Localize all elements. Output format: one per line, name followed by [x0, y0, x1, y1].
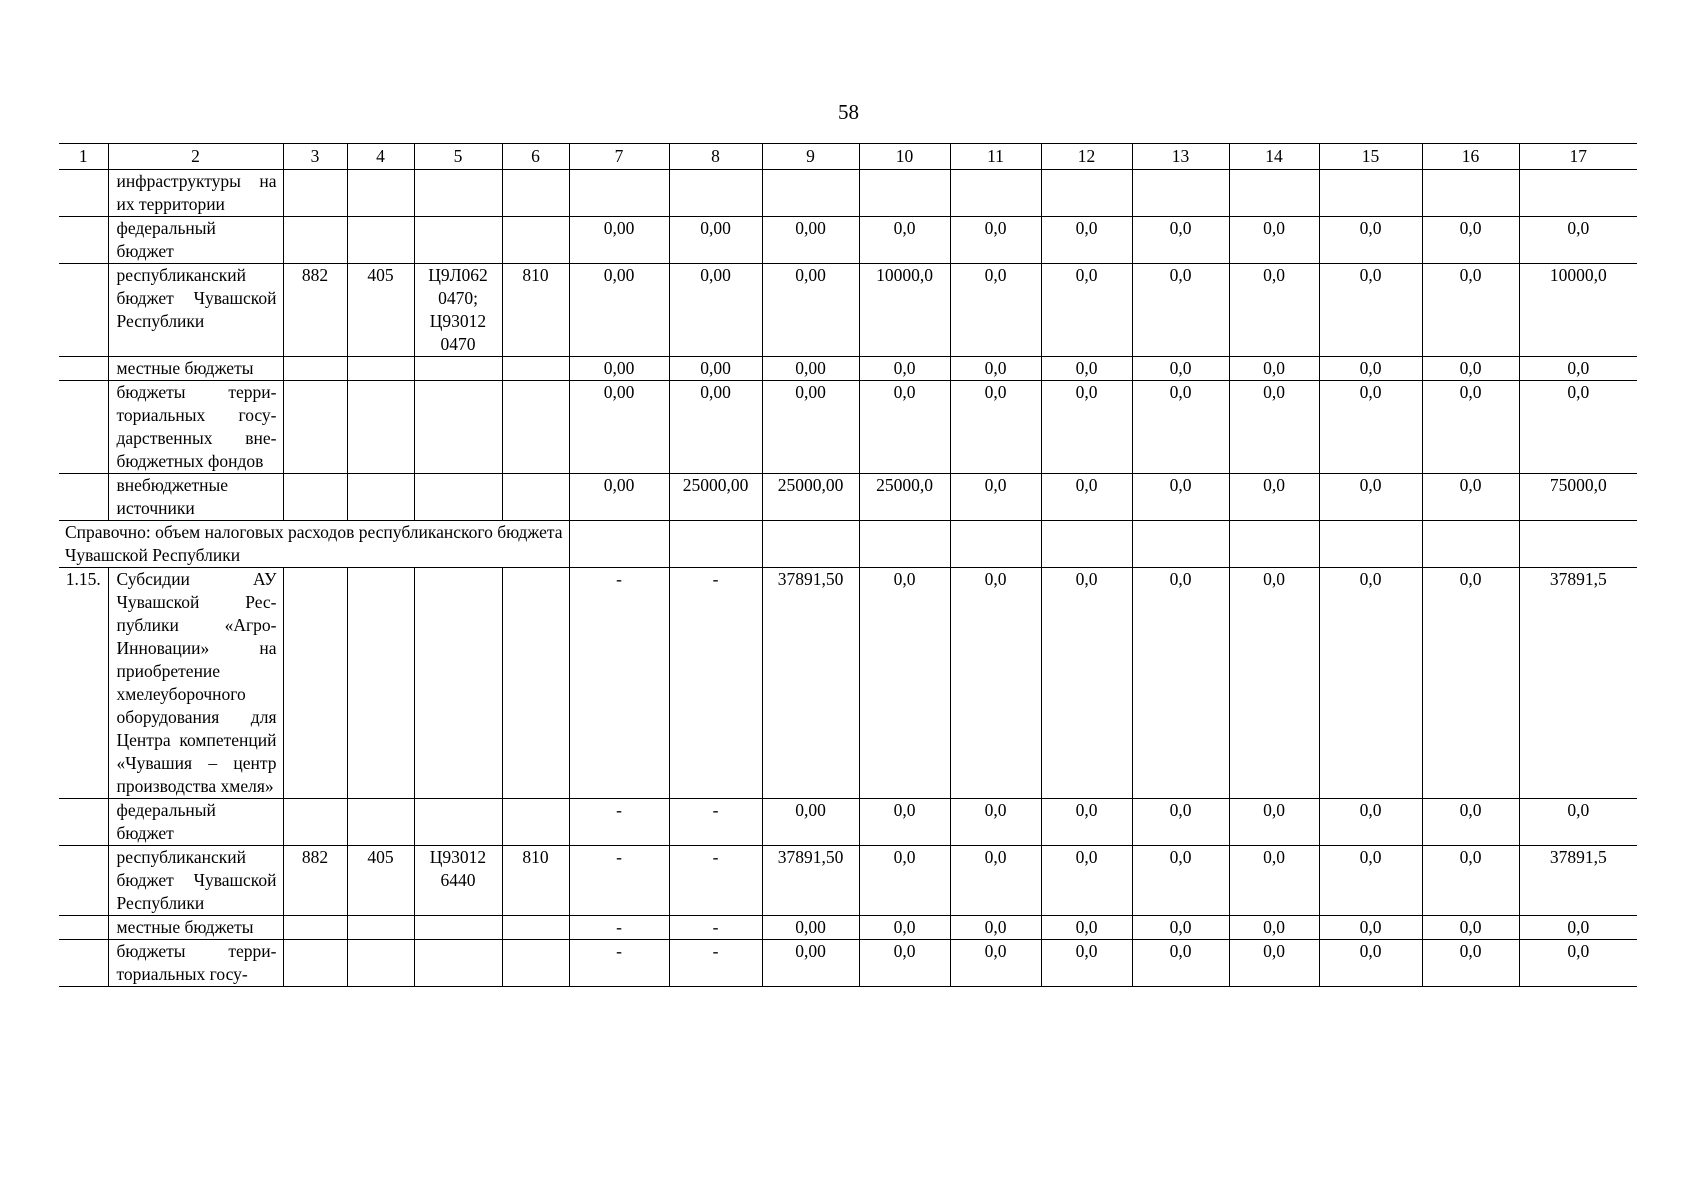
- value-cell: -: [669, 940, 762, 987]
- value-cell: -: [669, 799, 762, 846]
- item-description: инфраструктуры на их территории: [108, 170, 283, 217]
- column-number: 14: [1229, 144, 1319, 170]
- value-cell: 0,0: [859, 357, 950, 381]
- value-cell: 0,00: [569, 357, 669, 381]
- cell-col-4: [347, 357, 414, 381]
- value-cell: [1422, 170, 1519, 217]
- value-cell: 0,0: [1041, 474, 1132, 521]
- cell-col-4: [347, 940, 414, 987]
- column-number: 15: [1319, 144, 1422, 170]
- cell-col-5: [414, 474, 502, 521]
- value-cell: 0,00: [762, 264, 859, 357]
- value-cell: 0,0: [1229, 474, 1319, 521]
- value-cell: [950, 521, 1041, 568]
- item-number: [59, 916, 108, 940]
- table-row: [59, 381, 1637, 474]
- value-cell: [762, 521, 859, 568]
- value-cell: [669, 521, 762, 568]
- column-number: 8: [669, 144, 762, 170]
- value-cell: 0,00: [569, 381, 669, 474]
- value-cell: 0,0: [1422, 940, 1519, 987]
- item-number: 1.15.: [59, 568, 108, 799]
- column-number: 11: [950, 144, 1041, 170]
- value-cell: 0,0: [1422, 217, 1519, 264]
- value-cell: 0,00: [569, 217, 669, 264]
- cell-col-6: [502, 940, 569, 987]
- value-cell: 0,0: [859, 381, 950, 474]
- cell-col-3: [283, 217, 347, 264]
- item-description: местные бюджеты: [108, 916, 283, 940]
- value-cell: 0,00: [669, 217, 762, 264]
- value-cell: 0,0: [1041, 799, 1132, 846]
- value-cell: 0,0: [1422, 568, 1519, 799]
- value-cell: 0,0: [950, 846, 1041, 916]
- value-cell: 0,0: [1319, 940, 1422, 987]
- cell-col-5: [414, 916, 502, 940]
- value-cell: 0,00: [762, 217, 859, 264]
- column-number-header: [59, 144, 1637, 170]
- value-cell: 0,0: [859, 846, 950, 916]
- value-cell: -: [569, 568, 669, 799]
- item-number: [59, 940, 108, 987]
- value-cell: 0,00: [762, 357, 859, 381]
- value-cell: 0,0: [1132, 846, 1229, 916]
- value-cell: 0,0: [1132, 264, 1229, 357]
- cell-col-5: [414, 170, 502, 217]
- value-cell: -: [669, 846, 762, 916]
- value-cell: 0,00: [762, 940, 859, 987]
- value-cell: 0,00: [669, 357, 762, 381]
- cell-col-6: [502, 381, 569, 474]
- item-description: местные бюджеты: [108, 357, 283, 381]
- cell-col-6: [502, 916, 569, 940]
- value-cell: 0,0: [1422, 846, 1519, 916]
- cell-col-3: [283, 799, 347, 846]
- value-cell: 0,0: [1319, 474, 1422, 521]
- value-cell: 0,0: [1229, 357, 1319, 381]
- value-cell: [1519, 521, 1637, 568]
- column-number: 1: [59, 144, 108, 170]
- cell-col-5: Ц9Л062 0470; Ц93012 0470: [414, 264, 502, 357]
- value-cell: 0,0: [1041, 940, 1132, 987]
- value-cell: 0,0: [1422, 381, 1519, 474]
- value-cell: -: [569, 940, 669, 987]
- value-cell: 37891,5: [1519, 846, 1637, 916]
- item-number: [59, 799, 108, 846]
- value-cell: 0,0: [859, 799, 950, 846]
- value-cell: 10000,0: [859, 264, 950, 357]
- value-cell: 25000,00: [669, 474, 762, 521]
- value-cell: 0,0: [859, 916, 950, 940]
- value-cell: 0,0: [1319, 846, 1422, 916]
- value-cell: 0,0: [1229, 846, 1319, 916]
- item-description: республиканский бюджет Чувашской Республики: [108, 846, 283, 916]
- column-number: 10: [859, 144, 950, 170]
- value-cell: 0,0: [1319, 264, 1422, 357]
- value-cell: 0,0: [1422, 357, 1519, 381]
- value-cell: [859, 170, 950, 217]
- column-number: 3: [283, 144, 347, 170]
- item-description: Субсидии АУ Чувашской Республики «АгроИнновации» на приобретение хмелеуборочного оборудования для Центра компетенций «Чувашия – центр производства хмеля»: [108, 568, 283, 799]
- cell-col-3: 882: [283, 846, 347, 916]
- table-row: [59, 568, 1637, 799]
- item-number: [59, 381, 108, 474]
- cell-col-4: 405: [347, 846, 414, 916]
- value-cell: [1041, 521, 1132, 568]
- item-number: [59, 170, 108, 217]
- value-cell: 0,0: [1132, 799, 1229, 846]
- value-cell: 0,0: [1519, 799, 1637, 846]
- cell-col-6: [502, 217, 569, 264]
- cell-col-3: [283, 940, 347, 987]
- value-cell: 0,0: [1041, 916, 1132, 940]
- value-cell: 0,0: [1132, 217, 1229, 264]
- value-cell: 0,0: [1132, 381, 1229, 474]
- cell-col-6: [502, 568, 569, 799]
- value-cell: [950, 170, 1041, 217]
- cell-col-6: [502, 170, 569, 217]
- value-cell: 0,0: [1319, 799, 1422, 846]
- value-cell: [1319, 170, 1422, 217]
- value-cell: 0,0: [1319, 381, 1422, 474]
- value-cell: 0,0: [1319, 357, 1422, 381]
- cell-col-3: [283, 916, 347, 940]
- value-cell: [1132, 521, 1229, 568]
- value-cell: 0,0: [1319, 568, 1422, 799]
- value-cell: 0,0: [1041, 357, 1132, 381]
- value-cell: [1229, 170, 1319, 217]
- item-number: [59, 217, 108, 264]
- value-cell: 0,0: [1229, 381, 1319, 474]
- value-cell: 25000,00: [762, 474, 859, 521]
- column-number: 2: [108, 144, 283, 170]
- value-cell: 0,0: [1132, 568, 1229, 799]
- item-number: [59, 846, 108, 916]
- table-row: [59, 799, 1637, 846]
- value-cell: [1041, 170, 1132, 217]
- cell-col-5: [414, 940, 502, 987]
- value-cell: 0,0: [1519, 217, 1637, 264]
- value-cell: [1132, 170, 1229, 217]
- value-cell: 0,0: [950, 474, 1041, 521]
- value-cell: 0,0: [1422, 474, 1519, 521]
- value-cell: 0,0: [1422, 264, 1519, 357]
- column-number: 12: [1041, 144, 1132, 170]
- value-cell: [669, 170, 762, 217]
- value-cell: 0,00: [569, 264, 669, 357]
- value-cell: 0,00: [762, 916, 859, 940]
- value-cell: 0,0: [1422, 916, 1519, 940]
- value-cell: 0,00: [762, 381, 859, 474]
- cell-col-4: [347, 799, 414, 846]
- value-cell: [859, 521, 950, 568]
- cell-col-6: [502, 357, 569, 381]
- cell-col-6: [502, 474, 569, 521]
- item-number: [59, 264, 108, 357]
- value-cell: 0,0: [1229, 568, 1319, 799]
- value-cell: 0,00: [762, 799, 859, 846]
- value-cell: [569, 170, 669, 217]
- page-number: 58: [838, 100, 859, 124]
- value-cell: 0,00: [569, 474, 669, 521]
- value-cell: [1519, 170, 1637, 217]
- value-cell: [1229, 521, 1319, 568]
- item-description: бюджеты территориальных госу-: [108, 940, 283, 987]
- table-row: [59, 474, 1637, 521]
- value-cell: 0,0: [1041, 264, 1132, 357]
- value-cell: 0,0: [1519, 916, 1637, 940]
- value-cell: 0,0: [950, 916, 1041, 940]
- value-cell: [762, 170, 859, 217]
- cell-col-5: [414, 568, 502, 799]
- value-cell: 0,0: [950, 357, 1041, 381]
- value-cell: -: [569, 916, 669, 940]
- value-cell: [569, 521, 669, 568]
- column-number: 16: [1422, 144, 1519, 170]
- value-cell: 0,0: [1229, 940, 1319, 987]
- cell-col-5: [414, 381, 502, 474]
- value-cell: 0,0: [1041, 381, 1132, 474]
- value-cell: 37891,50: [762, 568, 859, 799]
- value-cell: -: [669, 916, 762, 940]
- value-cell: 0,0: [950, 568, 1041, 799]
- table-row: [59, 846, 1637, 916]
- value-cell: 0,0: [950, 381, 1041, 474]
- cell-col-3: [283, 474, 347, 521]
- value-cell: 0,0: [859, 217, 950, 264]
- column-number: 4: [347, 144, 414, 170]
- column-number: 5: [414, 144, 502, 170]
- cell-col-3: [283, 568, 347, 799]
- column-number: 17: [1519, 144, 1637, 170]
- cell-col-3: [283, 170, 347, 217]
- table-row: [59, 264, 1637, 357]
- item-description: федеральный бюджет: [108, 799, 283, 846]
- value-cell: 0,0: [1519, 381, 1637, 474]
- budget-table: [59, 143, 1637, 987]
- value-cell: 0,00: [669, 264, 762, 357]
- column-number: 6: [502, 144, 569, 170]
- value-cell: 0,0: [1132, 357, 1229, 381]
- cell-col-4: 405: [347, 264, 414, 357]
- value-cell: 25000,0: [859, 474, 950, 521]
- table-row: [59, 940, 1637, 987]
- table-row: [59, 357, 1637, 381]
- cell-col-4: [347, 170, 414, 217]
- value-cell: 0,0: [950, 799, 1041, 846]
- value-cell: -: [669, 568, 762, 799]
- table-row: [59, 916, 1637, 940]
- value-cell: 0,0: [1519, 357, 1637, 381]
- value-cell: 0,0: [1519, 940, 1637, 987]
- value-cell: 0,0: [1132, 940, 1229, 987]
- value-cell: 0,0: [1132, 916, 1229, 940]
- cell-col-5: [414, 799, 502, 846]
- value-cell: 0,0: [1229, 217, 1319, 264]
- value-cell: 75000,0: [1519, 474, 1637, 521]
- value-cell: -: [569, 846, 669, 916]
- cell-col-3: 882: [283, 264, 347, 357]
- item-description: бюджеты территориальных государственных внебюджетных фондов: [108, 381, 283, 474]
- value-cell: 0,0: [1229, 799, 1319, 846]
- value-cell: 0,0: [859, 568, 950, 799]
- cell-col-4: [347, 916, 414, 940]
- value-cell: [1422, 521, 1519, 568]
- cell-col-6: [502, 799, 569, 846]
- value-cell: 0,0: [1041, 568, 1132, 799]
- item-description: республиканский бюджет Чувашской Республики: [108, 264, 283, 357]
- value-cell: 0,0: [1132, 474, 1229, 521]
- value-cell: 0,0: [950, 940, 1041, 987]
- cell-col-4: [347, 217, 414, 264]
- column-number: 9: [762, 144, 859, 170]
- value-cell: 0,00: [669, 381, 762, 474]
- cell-col-4: [347, 381, 414, 474]
- table-row: [59, 217, 1637, 264]
- value-cell: [1319, 521, 1422, 568]
- value-cell: 0,0: [1041, 217, 1132, 264]
- cell-col-5: [414, 217, 502, 264]
- cell-col-6: 810: [502, 846, 569, 916]
- cell-col-5: Ц93012 6440: [414, 846, 502, 916]
- cell-col-5: [414, 357, 502, 381]
- value-cell: 0,0: [1319, 916, 1422, 940]
- cell-col-3: [283, 357, 347, 381]
- value-cell: 0,0: [950, 264, 1041, 357]
- value-cell: 0,0: [1229, 916, 1319, 940]
- item-number: [59, 357, 108, 381]
- value-cell: 0,0: [1422, 799, 1519, 846]
- column-number: 13: [1132, 144, 1229, 170]
- cell-col-4: [347, 474, 414, 521]
- value-cell: 0,0: [950, 217, 1041, 264]
- value-cell: 0,0: [1229, 264, 1319, 357]
- item-number: [59, 474, 108, 521]
- item-description: федеральный бюджет: [108, 217, 283, 264]
- item-description: внебюджетные источники: [108, 474, 283, 521]
- value-cell: -: [569, 799, 669, 846]
- value-cell: 10000,0: [1519, 264, 1637, 357]
- value-cell: 0,0: [1041, 846, 1132, 916]
- value-cell: 37891,50: [762, 846, 859, 916]
- table-row: [59, 170, 1637, 217]
- cell-col-3: [283, 381, 347, 474]
- value-cell: 0,0: [859, 940, 950, 987]
- value-cell: 37891,5: [1519, 568, 1637, 799]
- reference-row: [59, 521, 1637, 568]
- reference-note: Справочно: объем налоговых расходов республиканского бюджета Чувашской Республики: [59, 521, 569, 568]
- cell-col-4: [347, 568, 414, 799]
- value-cell: 0,0: [1319, 217, 1422, 264]
- cell-col-6: 810: [502, 264, 569, 357]
- column-number: 7: [569, 144, 669, 170]
